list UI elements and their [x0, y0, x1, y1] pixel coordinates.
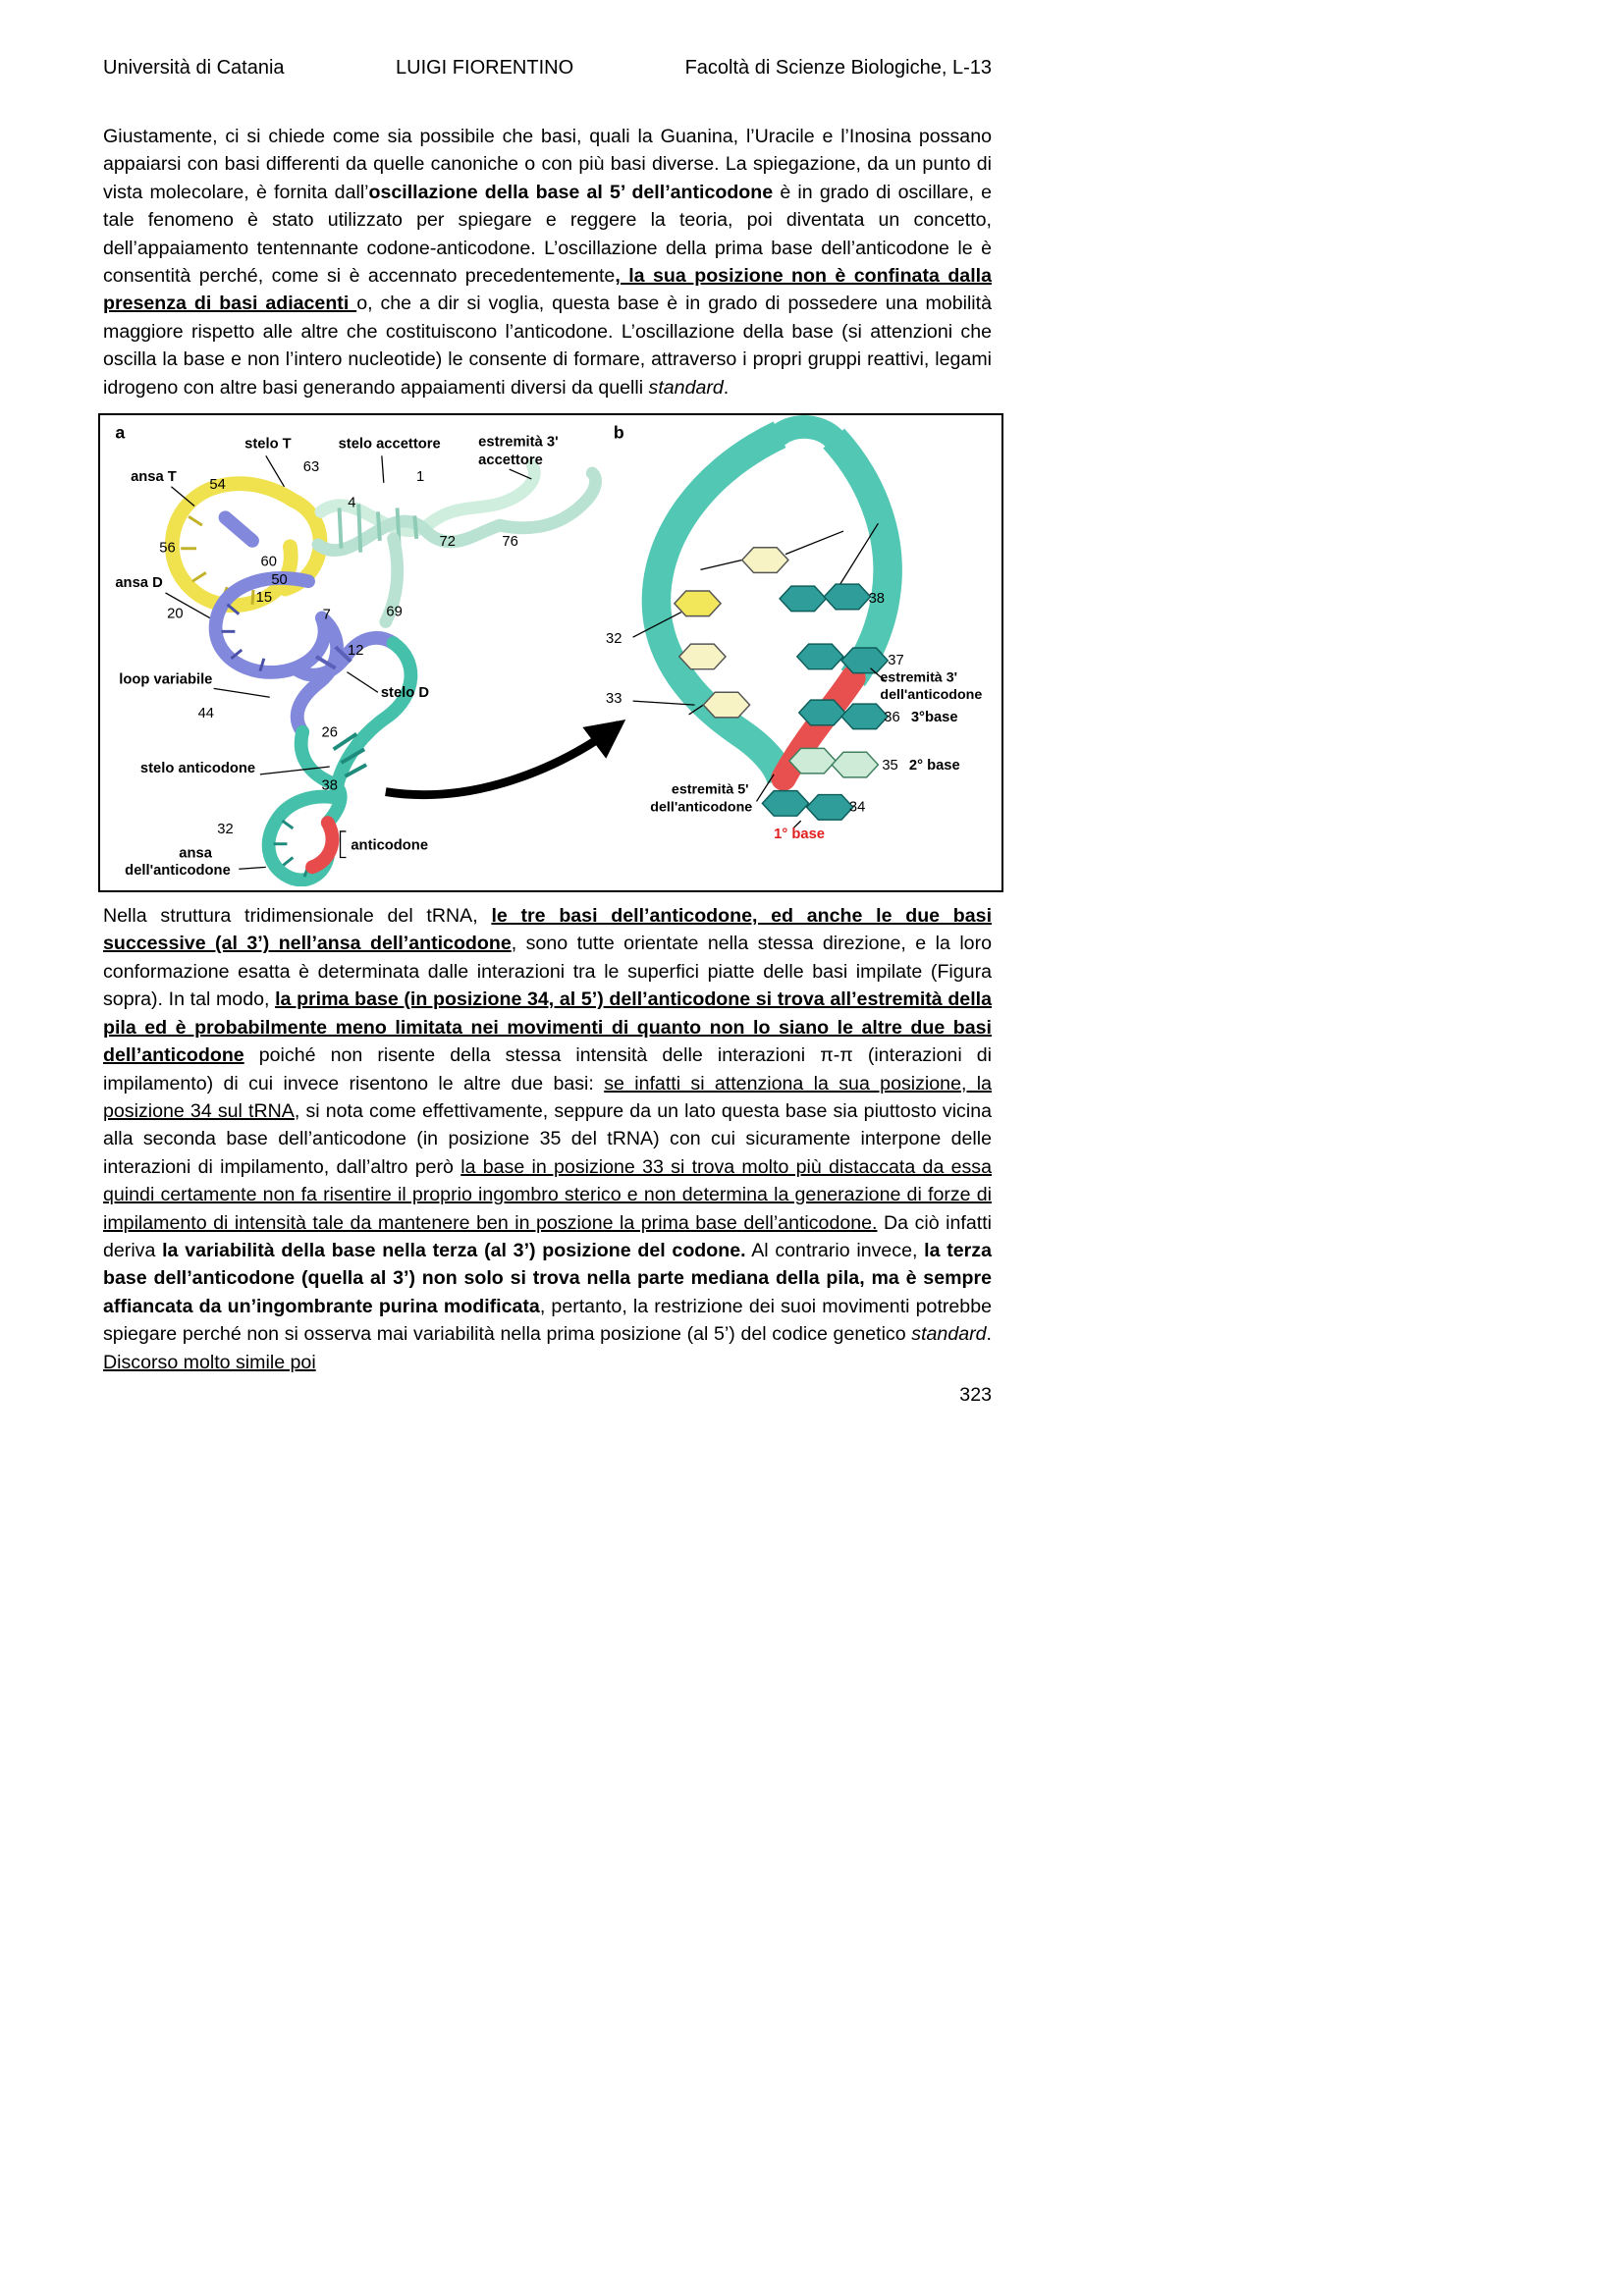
- paragraph-anticodon-bases: Nella struttura tridimensionale del tRNA, le tre basi dell’anticodone, ed anche le due basi successive (al 3’) nell’ansa dell’anticodone, sono tutte orientate nella stessa direzione, e la loro conformazione esatta è determinata dalle interazioni tra le superfici piatte delle basi impilate (Figura sopra). In tal modo, la prima base (in posizione 34, al 5’) dell’anticodone si trova all’estremità della pila ed è probabilmente meno limitata nei movimenti di quanto non lo siano le altre due basi dell’anticodone poiché non risente della stessa intensità delle interazioni π-π (interazioni di impilamento) di cui invece risentono le altre due basi: se infatti si attenziona la sua posizione, la posizione 34 sul tRNA, si nota come effettivamente, seppure da un lato questa base sia piuttosto vicina alla seconda base dell’anticodone (in posizione 35 del tRNA) con cui sicuramente interpone delle interazioni di impilamento, dall’altro però la base in posizione 33 si trova molto più distaccata da essa quindi certamente non fa risentire il proprio ingombro sterico e non determina la generazione di forze di impilamento di intensità tale da mantenere ben in poszione la prima base dell’anticodone. Da ciò infatti deriva la variabilità della base nella terza (al 3’) posizione del codone. Al contrario invece, la terza base dell’anticodone (quella al 3’) non solo si trova nella parte mediana della pila, ma è sempre affiancata da un’ingombrante purina modificata, pertanto, la restrizione dei suoi movimenti potrebbe spiegare perché non si osserva mai variabilità nella prima posizione (al 5’) del codice genetico standard. Discorso molto simile poi: [103, 905, 993, 1373]
- label-b-n34: 34: [848, 799, 866, 816]
- label-n38: 38: [321, 777, 338, 794]
- label-b-n35: 35: [882, 758, 898, 774]
- label-n7: 7: [322, 607, 331, 623]
- label-n76: 76: [502, 533, 518, 550]
- label-n72: 72: [439, 533, 456, 550]
- label-b-n36: 36: [884, 709, 900, 725]
- document-page: [103, 57, 992, 1407]
- header-author: LUIGI FIORENTINO: [396, 57, 574, 79]
- label-b-n32: 32: [606, 631, 622, 648]
- label-n1: 1: [416, 468, 425, 485]
- label-anticodone: anticodone: [351, 837, 429, 854]
- label-b-estremita-3-line2: dell'anticodone: [880, 687, 983, 704]
- label-n15: 15: [255, 589, 273, 606]
- label-n63: 63: [302, 459, 320, 476]
- label-b-n38: 38: [868, 590, 885, 607]
- panel-a-structure: [172, 465, 620, 880]
- panel-b-letter: b: [613, 422, 624, 443]
- label-b-base1: 1° base: [774, 826, 826, 842]
- label-b-estremita-5-line2: dell'anticodone: [650, 799, 753, 816]
- label-n56: 56: [159, 540, 176, 557]
- label-n54: 54: [209, 476, 226, 493]
- label-b-base2: 2° base: [908, 758, 960, 774]
- page-number: 323: [959, 1383, 992, 1406]
- label-n69: 69: [386, 604, 403, 620]
- panel-b-structure: [656, 427, 888, 820]
- label-b-n37: 37: [888, 652, 904, 668]
- label-b-estremita-3-line1: estremità 3': [880, 669, 958, 686]
- trna-figure: [98, 413, 1003, 892]
- header-university: Università di Catania: [103, 57, 285, 79]
- label-b-n33: 33: [606, 691, 622, 708]
- panel-a-letter: a: [115, 422, 126, 443]
- label-n60: 60: [260, 554, 277, 570]
- label-n4: 4: [348, 495, 356, 511]
- label-ansa-d: ansa D: [115, 575, 163, 592]
- header-faculty: Facoltà di Scienze Biologiche, L-13: [684, 57, 992, 79]
- paragraph-wobble-intro: Giustamente, ci si chiede come sia possibile che basi, quali la Guanina, l’Uracile e l’Inosina possano appaiarsi con basi differenti da quelle canoniche o con più basi diverse. La spiegazione, da un punto di vista molecolare, è fornita dall’oscillazione della base al 5’ dell’anticodone è in grado di oscillare, e tale fenomeno è stato utilizzato per spiegare e reggere la teoria, poi diventata un concetto, dell’appaiamento tentennante codone-anticodone. L’oscillazione della prima base dell’anticodone le è consentità perché, come si è accennato precedentemente, la sua posizione non è confinata dalla presenza di basi adiacenti o, che a dir si voglia, questa base è in grado di possedere una mobilità maggiore rispetto alle altre che costituiscono l’anticodone. L’oscillazione della base (si attenzioni che oscilla la base e non l’intero nucleotide) le consente di formare, attraverso i propri gruppi reattivi, legami idrogeno con altre basi generando appaiamenti diversi da quelli standard.: [103, 126, 992, 399]
- label-n50: 50: [271, 572, 288, 589]
- label-loop-variabile: loop variabile: [119, 671, 213, 688]
- label-n32: 32: [217, 821, 234, 837]
- label-b-base3: 3°base: [910, 709, 958, 725]
- label-stelo-t: stelo T: [244, 436, 292, 453]
- label-n44: 44: [197, 705, 215, 721]
- label-stelo-d: stelo D: [380, 685, 430, 702]
- label-stelo-anticodone: stelo anticodone: [139, 760, 256, 776]
- label-n26: 26: [321, 724, 338, 741]
- label-n20: 20: [167, 606, 184, 622]
- label-ansa-anticodone-line2: dell'anticodone: [125, 863, 231, 880]
- label-b-estremita-5-line1: estremità 5': [671, 781, 749, 798]
- trna-structure-svg: [100, 415, 998, 886]
- label-estremita-3-accettore-line1: estremità 3': [478, 434, 559, 451]
- page-header: [103, 57, 992, 80]
- label-stelo-accettore: stelo accettore: [338, 436, 441, 453]
- label-ansa-t: ansa T: [131, 468, 177, 485]
- label-n12: 12: [348, 642, 364, 659]
- label-estremita-3-accettore-line2: accettore: [478, 453, 543, 469]
- label-ansa-anticodone-line1: ansa: [179, 845, 212, 862]
